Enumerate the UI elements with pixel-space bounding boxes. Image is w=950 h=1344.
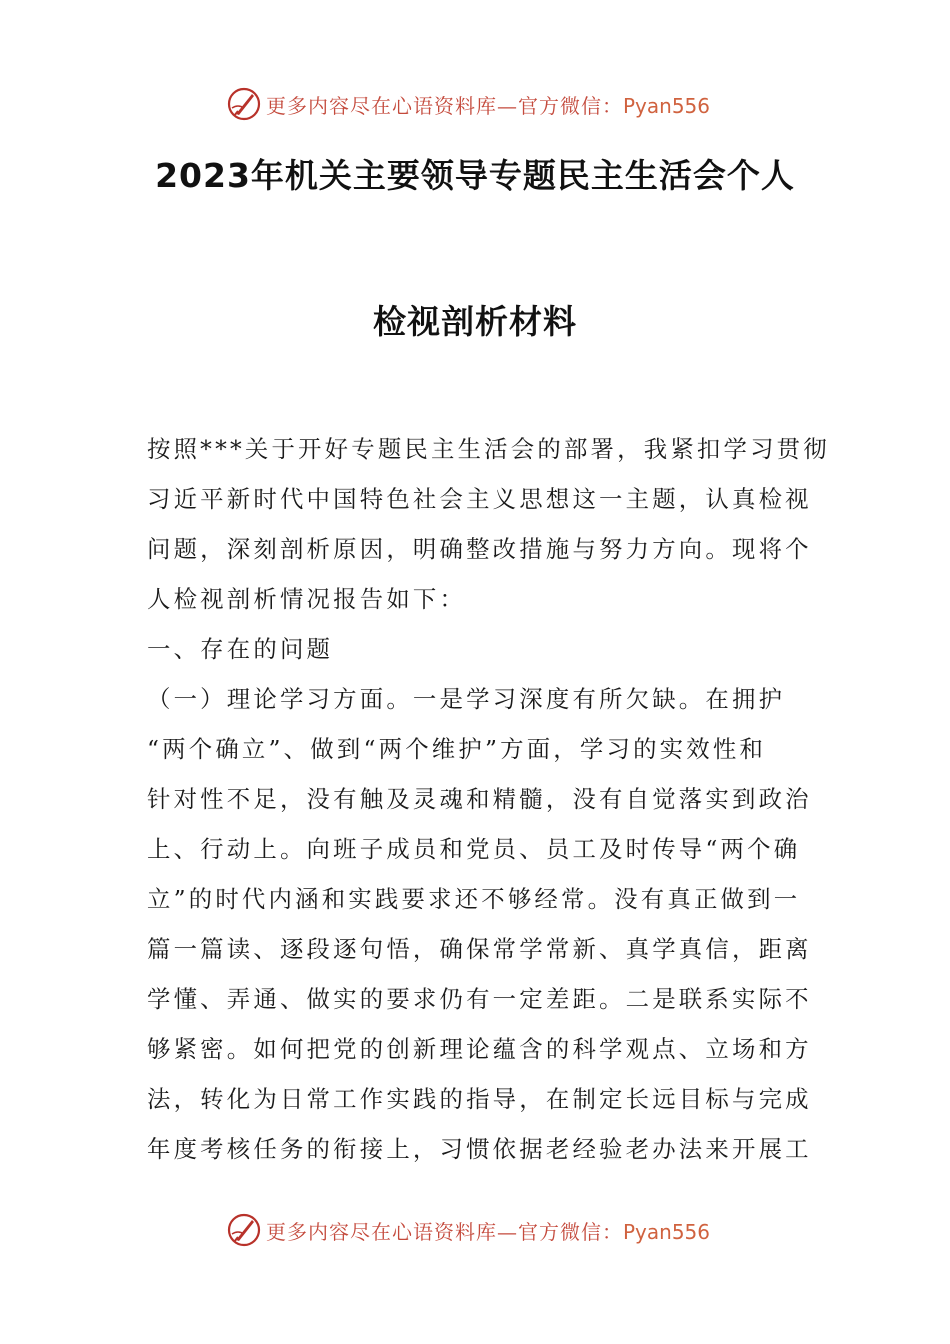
body-line: 立”的时代内涵和实践要求还不够经常。没有真正做到一 (147, 885, 801, 913)
body-line: 按照***关于开好专题民主生活会的部署，我紧扣学习贯彻 (147, 435, 830, 463)
body-line: 人检视剖析情况报告如下： (147, 585, 467, 613)
watermark-id: Pyan556 (623, 93, 711, 118)
body-line: 上、行动上。向班子成员和党员、员工及时传导“两个确 (147, 835, 801, 863)
body-line: 够紧密。如何把党的创新理论蕴含的科学观点、立场和方 (147, 1035, 812, 1063)
document-title-line-2: 检视剖析材料 (373, 302, 577, 341)
document-title-line-1: 2023年机关主要领导专题民主生活会个人 (155, 156, 795, 195)
document-body (147, 424, 830, 1174)
watermark-text: 更多内容尽在心语资料库—官方微信：Pyan556 (266, 93, 711, 118)
body-line: 习近平新时代中国特色社会主义思想这一主题，认真检视 (147, 485, 812, 513)
body-line: （一）理论学习方面。一是学习深度有所欠缺。在拥护 (147, 685, 786, 713)
watermark-id: Pyan556 (623, 1219, 711, 1244)
body-line: 篇一篇读、逐段逐句悟，确保常学常新、真学真信，距离 (147, 935, 812, 963)
body-line: 学懂、弄通、做实的要求仍有一定差距。二是联系实际不 (147, 985, 812, 1013)
body-line: 年度考核任务的衔接上，习惯依据老经验老办法来开展工 (147, 1135, 812, 1163)
body-line: 法，转化为日常工作实践的指导，在制定长远目标与完成 (147, 1085, 812, 1113)
quill-logo-icon (226, 1212, 262, 1248)
watermark-footer (0, 1210, 950, 1250)
watermark-text: 更多内容尽在心语资料库—官方微信：Pyan556 (266, 1219, 711, 1244)
section-heading: 一、存在的问题 (147, 635, 334, 663)
body-line: 问题，深刻剖析原因，明确整改措施与努力方向。现将个 (147, 535, 812, 563)
body-line: “两个确立”、做到“两个维护”方面，学习的实效性和 (147, 735, 767, 763)
watermark-header (0, 84, 950, 124)
body-line: 针对性不足，没有触及灵魂和精髓，没有自觉落实到政治 (147, 785, 812, 813)
quill-logo-icon (226, 86, 262, 122)
